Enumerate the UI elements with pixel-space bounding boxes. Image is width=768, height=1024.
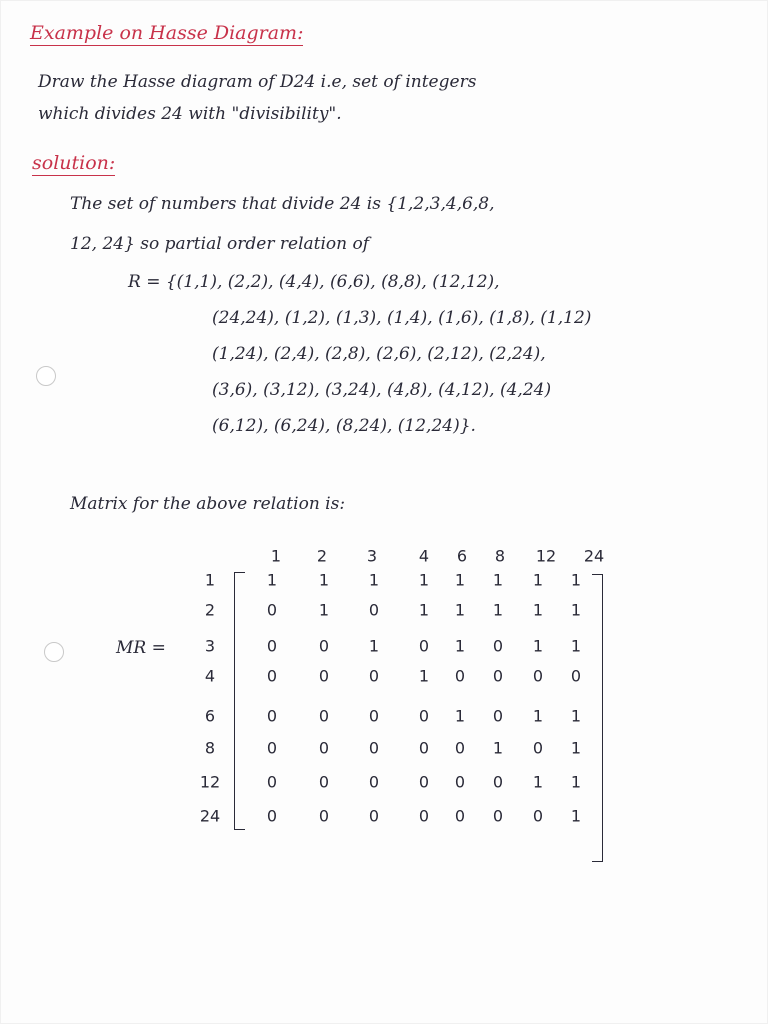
matrix-cell: 0 — [266, 600, 278, 620]
matrix-cell: 1 — [532, 636, 544, 656]
matrix-cell: 1 — [532, 706, 544, 726]
matrix-cell: 1 — [418, 666, 430, 686]
relation-line: (3,6), (3,12), (3,24), (4,8), (4,12), (4,24) — [212, 380, 552, 400]
matrix-cell: 1 — [570, 600, 582, 620]
matrix-cell: 1 — [318, 570, 330, 590]
matrix-cell: 0 — [318, 706, 330, 726]
matrix-left-bracket — [234, 572, 245, 830]
matrix-cell: 0 — [532, 806, 544, 826]
solution-heading: solution: — [32, 152, 116, 174]
matrix-cell: 1 — [266, 570, 278, 590]
matrix-cell: 1 — [532, 600, 544, 620]
matrix-cell: 0 — [454, 806, 466, 826]
matrix-cell: 0 — [532, 666, 544, 686]
matrix-row-header: 12 — [199, 772, 221, 792]
relation-line: R = {(1,1), (2,2), (4,4), (6,6), (8,8), (12,12), — [128, 272, 500, 292]
matrix-cell: 0 — [570, 666, 582, 686]
matrix-intro: Matrix for the above relation is: — [70, 494, 346, 514]
matrix-cell: 0 — [492, 806, 504, 826]
intro-line: 12, 24} so partial order relation of — [70, 234, 370, 254]
matrix-cell: 0 — [418, 772, 430, 792]
matrix-cell: 0 — [418, 806, 430, 826]
matrix-column-header: 8 — [494, 546, 506, 566]
matrix-cell: 1 — [570, 806, 582, 826]
matrix-cell: 1 — [492, 570, 504, 590]
matrix-column-header: 3 — [366, 546, 378, 566]
matrix-cell: 1 — [454, 600, 466, 620]
matrix-column-header: 4 — [418, 546, 430, 566]
matrix-cell: 0 — [266, 636, 278, 656]
matrix-cell: 0 — [418, 636, 430, 656]
matrix-cell: 0 — [318, 806, 330, 826]
matrix-cell: 0 — [492, 706, 504, 726]
matrix-cell: 0 — [266, 738, 278, 758]
matrix-row-header: 24 — [199, 806, 221, 826]
matrix-cell: 1 — [418, 600, 430, 620]
matrix-row-header: 3 — [204, 636, 216, 656]
matrix-cell: 1 — [454, 570, 466, 590]
matrix-cell: 1 — [492, 738, 504, 758]
matrix-cell: 1 — [368, 570, 380, 590]
relation-line: (1,24), (2,4), (2,8), (2,6), (2,12), (2,24), — [212, 344, 546, 364]
matrix-cell: 1 — [570, 706, 582, 726]
matrix-cell: 1 — [532, 772, 544, 792]
matrix-row-header: 6 — [204, 706, 216, 726]
matrix-right-bracket — [592, 574, 603, 862]
matrix-cell: 0 — [318, 738, 330, 758]
matrix-cell: 0 — [266, 806, 278, 826]
matrix-cell: 0 — [492, 636, 504, 656]
matrix-cell: 0 — [418, 738, 430, 758]
matrix-cell: 1 — [418, 570, 430, 590]
matrix-cell: 0 — [318, 772, 330, 792]
matrix-cell: 1 — [570, 636, 582, 656]
matrix-cell: 0 — [454, 666, 466, 686]
matrix-cell: 0 — [318, 666, 330, 686]
matrix-cell: 0 — [368, 738, 380, 758]
matrix-column-header: 6 — [456, 546, 468, 566]
question-line: Draw the Hasse diagram of D24 i.e, set of integers — [38, 72, 477, 92]
matrix-cell: 0 — [418, 706, 430, 726]
matrix-cell: 1 — [318, 600, 330, 620]
matrix-cell: 1 — [368, 636, 380, 656]
matrix-cell: 1 — [454, 706, 466, 726]
matrix-row-header: 2 — [204, 600, 216, 620]
matrix-label: MR = — [116, 638, 166, 658]
matrix-cell: 0 — [492, 772, 504, 792]
matrix-cell: 0 — [266, 666, 278, 686]
matrix-row-header: 8 — [204, 738, 216, 758]
matrix-column-header: 24 — [583, 546, 605, 566]
matrix-cell: 1 — [532, 570, 544, 590]
matrix-cell: 0 — [492, 666, 504, 686]
matrix-row-header: 4 — [204, 666, 216, 686]
matrix-cell: 0 — [454, 738, 466, 758]
matrix-cell: 0 — [368, 772, 380, 792]
matrix-cell: 0 — [368, 706, 380, 726]
matrix-cell: 0 — [368, 666, 380, 686]
question-line: which divides 24 with "divisibility". — [38, 104, 342, 124]
matrix-column-header: 1 — [270, 546, 282, 566]
matrix-cell: 1 — [570, 738, 582, 758]
intro-line: The set of numbers that divide 24 is {1,2,3,4,6,8, — [70, 194, 495, 214]
matrix-cell: 0 — [266, 772, 278, 792]
matrix-cell: 0 — [266, 706, 278, 726]
matrix-cell: 1 — [570, 772, 582, 792]
matrix-cell: 1 — [570, 570, 582, 590]
matrix-cell: 0 — [318, 636, 330, 656]
matrix-column-header: 12 — [535, 546, 557, 566]
matrix-row-header: 1 — [204, 570, 216, 590]
relation-line: (6,12), (6,24), (8,24), (12,24)}. — [212, 416, 476, 436]
relation-line: (24,24), (1,2), (1,3), (1,4), (1,6), (1,8), (1,12) — [212, 308, 592, 328]
matrix-cell: 1 — [454, 636, 466, 656]
matrix-cell: 0 — [532, 738, 544, 758]
matrix-cell: 0 — [368, 600, 380, 620]
matrix-cell: 0 — [368, 806, 380, 826]
matrix-cell: 0 — [454, 772, 466, 792]
matrix-column-header: 2 — [316, 546, 328, 566]
matrix-cell: 1 — [492, 600, 504, 620]
page-title: Example on Hasse Diagram: — [30, 22, 304, 44]
